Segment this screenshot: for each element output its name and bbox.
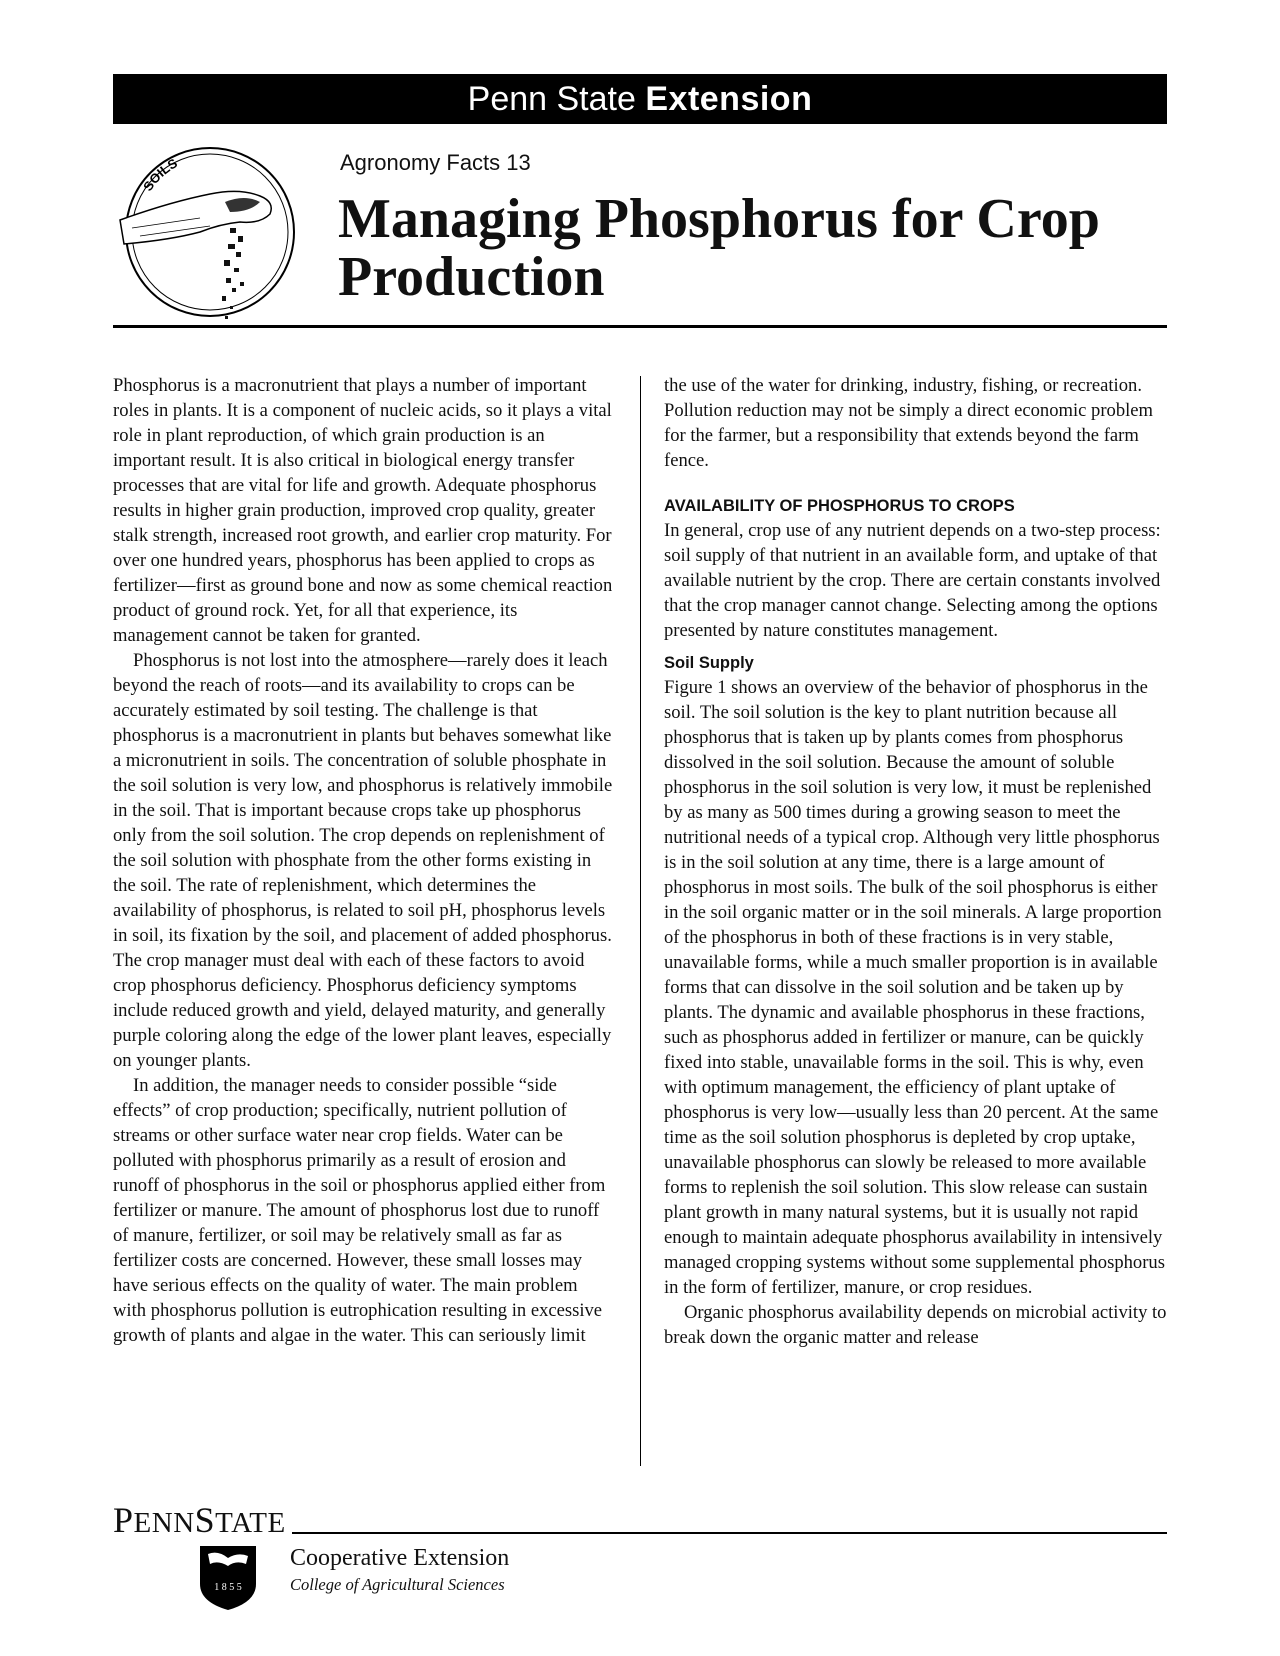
footer-divider	[292, 1532, 1167, 1534]
banner-penn-state: Penn State	[467, 80, 636, 118]
subheading-soil-supply: Soil Supply	[664, 654, 754, 672]
soil-particles	[222, 228, 244, 319]
title-divider	[113, 325, 1167, 328]
paragraph-intro: Phosphorus is a macronutrient that plays a number of important roles in plants. It is a component of nucleic acids, so it plays a vital role in plant reproduction, of which grain production is an important result. It is also critical in biological energy transfer processes that are vital for life and growth. Adequate phosphorus results in higher grain production, improved crop quality, greater stalk strength, increased root growth, and earlier crop maturity. For over one hundred years, phosphorus has been applied to crops as fertilizer—first as ground bone and now as some chemical reaction product of ground rock. Yet, for all that experience, its management cannot be taken for granted.	[113, 375, 613, 646]
section-heading: AVAILABILITY OF PHOSPHORUS TO CROPS	[664, 497, 1015, 515]
right-column	[664, 373, 1169, 1350]
cooperative-extension-label: Cooperative Extension	[290, 1545, 510, 1571]
paragraph-section: In general, crop use of any nutrient depends on a two-step process: soil supply of that nutrient in an available form, and uptake of that available nutrient by the crop. There are certain constants involved that the crop manager cannot change. Selecting among the options presented by nature constitutes management.	[664, 520, 1161, 641]
extension-banner	[113, 74, 1167, 124]
banner-extension: Extension	[645, 80, 813, 118]
series-label: Agronomy Facts 13	[340, 150, 531, 175]
college-label: College of Agricultural Sciences	[290, 1575, 505, 1594]
paragraph-continuation: the use of the water for drinking, industry, fishing, or recreation. Pollution reduction may not be simply a direct economic problem for the farmer, but a responsibility that extends beyond the farm fence.	[664, 375, 1154, 471]
pennstate-shield-icon	[198, 1544, 258, 1612]
column-divider	[640, 376, 641, 1466]
paragraph-availability: Phosphorus is not lost into the atmosphere—rarely does it leach beyond the reach of roots—and its availability to crops can be accurately estimated by soil testing. The challenge is that phosphorus is a macronutrient in plants but behaves somewhat like a micronutrient in soils. The concentration of soluble phosphate in the soil solution is very low, and phosphorus is relatively immobile in the soil. That is important because crops take up phosphorus only from the soil solution. The crop depends on replenishment of the soil solution with phosphate from the other forms existing in the soil. The rate of replenishment, which determines the availability of phosphorus, is related to soil pH, phosphorus levels in soil, its fixation by the soil, and placement of added phosphorus. The crop manager must deal with each of these factors to avoid crop phosphorus deficiency. Phosphorus deficiency symptoms include reduced growth and yield, delayed maturity, and generally purple coloring along the edge of the lower plant leaves, especially on younger plants.	[113, 650, 613, 1071]
paragraph-organic: Organic phosphorus availability depends on microbial activity to break down the organic matter and release	[664, 1302, 1167, 1348]
paragraph-side-effects: In addition, the manager needs to consider possible “side effects” of crop production; specifically, nutrient pollution of streams or other surface water near crop fields. Water can be polluted with phosphorus primarily as a result of erosion and runoff of phosphorus in the soil or phosphorus applied either from fertilizer or manure. The amount of phosphorus lost due to runoff of manure, fertilizer, or soil may be relatively small as far as fertilizer costs are concerned. However, these small losses may have serious effects on the quality of water. The main problem with phosphorus pollution is eutrophication resulting in excessive growth of plants and algae in the water. This can seriously limit	[113, 1075, 606, 1346]
pennstate-wordmark: PENNSTATE	[113, 1500, 286, 1540]
seal-label: SOILS	[140, 155, 180, 194]
left-column	[113, 373, 613, 1348]
page-title: Managing Phosphorus for Crop Production	[338, 188, 1100, 308]
soils-seal-logo	[110, 132, 310, 332]
paragraph-soil-supply: Figure 1 shows an overview of the behavior of phosphorus in the soil. The soil solution is the key to plant nutrition because all phosphorus that is taken up by plants comes from phosphorus dissolved in the soil solution. Because the amount of soluble phosphorus in the soil solution is very low, it must be replenished by as many as 500 times during a growing season to meet the nutritional needs of a typical crop. Although very little phosphorus is in the soil solution at any time, there is a large amount of phosphorus in most soils. The bulk of the soil phosphorus is either in the soil organic matter or in the soil minerals. A large proportion of the phosphorus in both of these fractions is in very stable, unavailable forms, while a much smaller proportion is in available forms that can dissolve in the soil solution and be taken up by plants. The dynamic and available phosphorus in these fractions, such as phosphorus added in fertilizer or manure, can be quickly fixed into stable, unavailable forms in the soil. This is why, even with optimum management, the efficiency of plant uptake of phosphorus is very low—usually less than 20 percent. At the same time as the soil solution phosphorus is depleted by crop uptake, unavailable phosphorus can slowly be released to more available forms to replenish the soil solution. This slow release can sustain plant growth in many natural systems, but it is usually not rapid enough to maintain adequate phosphorus availability in intensively managed cropping systems without some supplemental phosphorus in the form of fertilizer, manure, or crop residues.	[664, 677, 1165, 1298]
shield-year: 1 8 5 5	[214, 1582, 242, 1593]
